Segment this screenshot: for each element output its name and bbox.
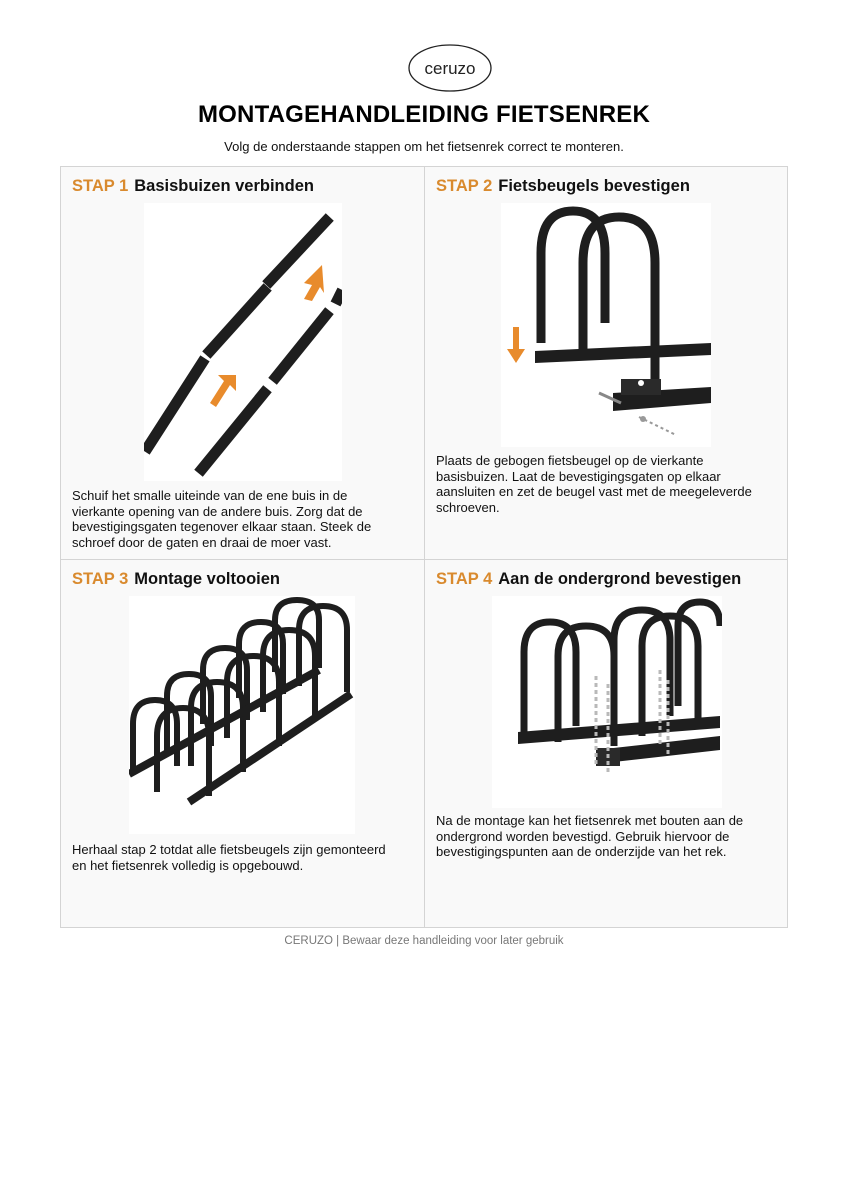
ground-anchoring-illustration (492, 596, 722, 808)
step-3-description: Herhaal stap 2 totdat alle fietsbeugels zijn gemonteerd en het fietsenrek volledig is opgebouwd. (72, 842, 386, 873)
page-subtitle: Volg de onderstaande stappen om het fietsenrek correct te monteren. (224, 139, 624, 154)
step-4-number: STAP 4 (436, 570, 493, 588)
steps-grid (60, 166, 788, 928)
complete-rack-illustration (129, 596, 355, 834)
page-title: MONTAGEHANDLEIDING FIETSENREK (197, 101, 651, 128)
step-2-description: Plaats de gebogen fietsbeugel op de vierkante basisbuizen. Laat de bevestigingsgaten op elkaar aansluiten en zet de beugel vast met de meegeleverde schroeven. (436, 453, 752, 515)
step-4-heading (436, 570, 741, 589)
step-3-heading (72, 570, 280, 589)
step-3-title: Montage voltooien (134, 570, 280, 588)
tube-connection-illustration (144, 203, 342, 481)
step-2-title: Fietsbeugels bevestigen (498, 177, 690, 195)
step-3-number: STAP 3 (72, 570, 129, 588)
step-1-title: Basisbuizen verbinden (134, 177, 314, 195)
step-1-description: Schuif het smalle uiteinde van de ene buis in de vierkante opening van de andere buis. Zorg dat de bevestigingsgaten tegenover elkaar staan. Steek de schroef door de gaten en draai de moer vast. (72, 488, 372, 550)
ceruzo-logo (408, 44, 492, 92)
page-footer: CERUZO | Bewaar deze handleiding voor later gebruik (284, 935, 564, 947)
step-4-description: Na de montage kan het fietsenrek met bouten aan de ondergrond worden bevestigd. Gebruik hiervoor de bevestigingspunten aan de onderzijde van het rek. (436, 813, 744, 859)
step-1-heading (72, 177, 314, 196)
step-4-card (425, 560, 787, 927)
step-2-card (425, 167, 787, 560)
step-1-card (61, 167, 425, 560)
step-4-title: Aan de ondergrond bevestigen (498, 570, 742, 588)
step-2-heading (436, 177, 690, 196)
step-1-number: STAP 1 (72, 177, 129, 195)
logo-text: ceruzo (424, 59, 476, 78)
step-3-card (61, 560, 425, 927)
bracket-mounting-illustration (501, 203, 711, 447)
step-2-number: STAP 2 (436, 177, 493, 195)
